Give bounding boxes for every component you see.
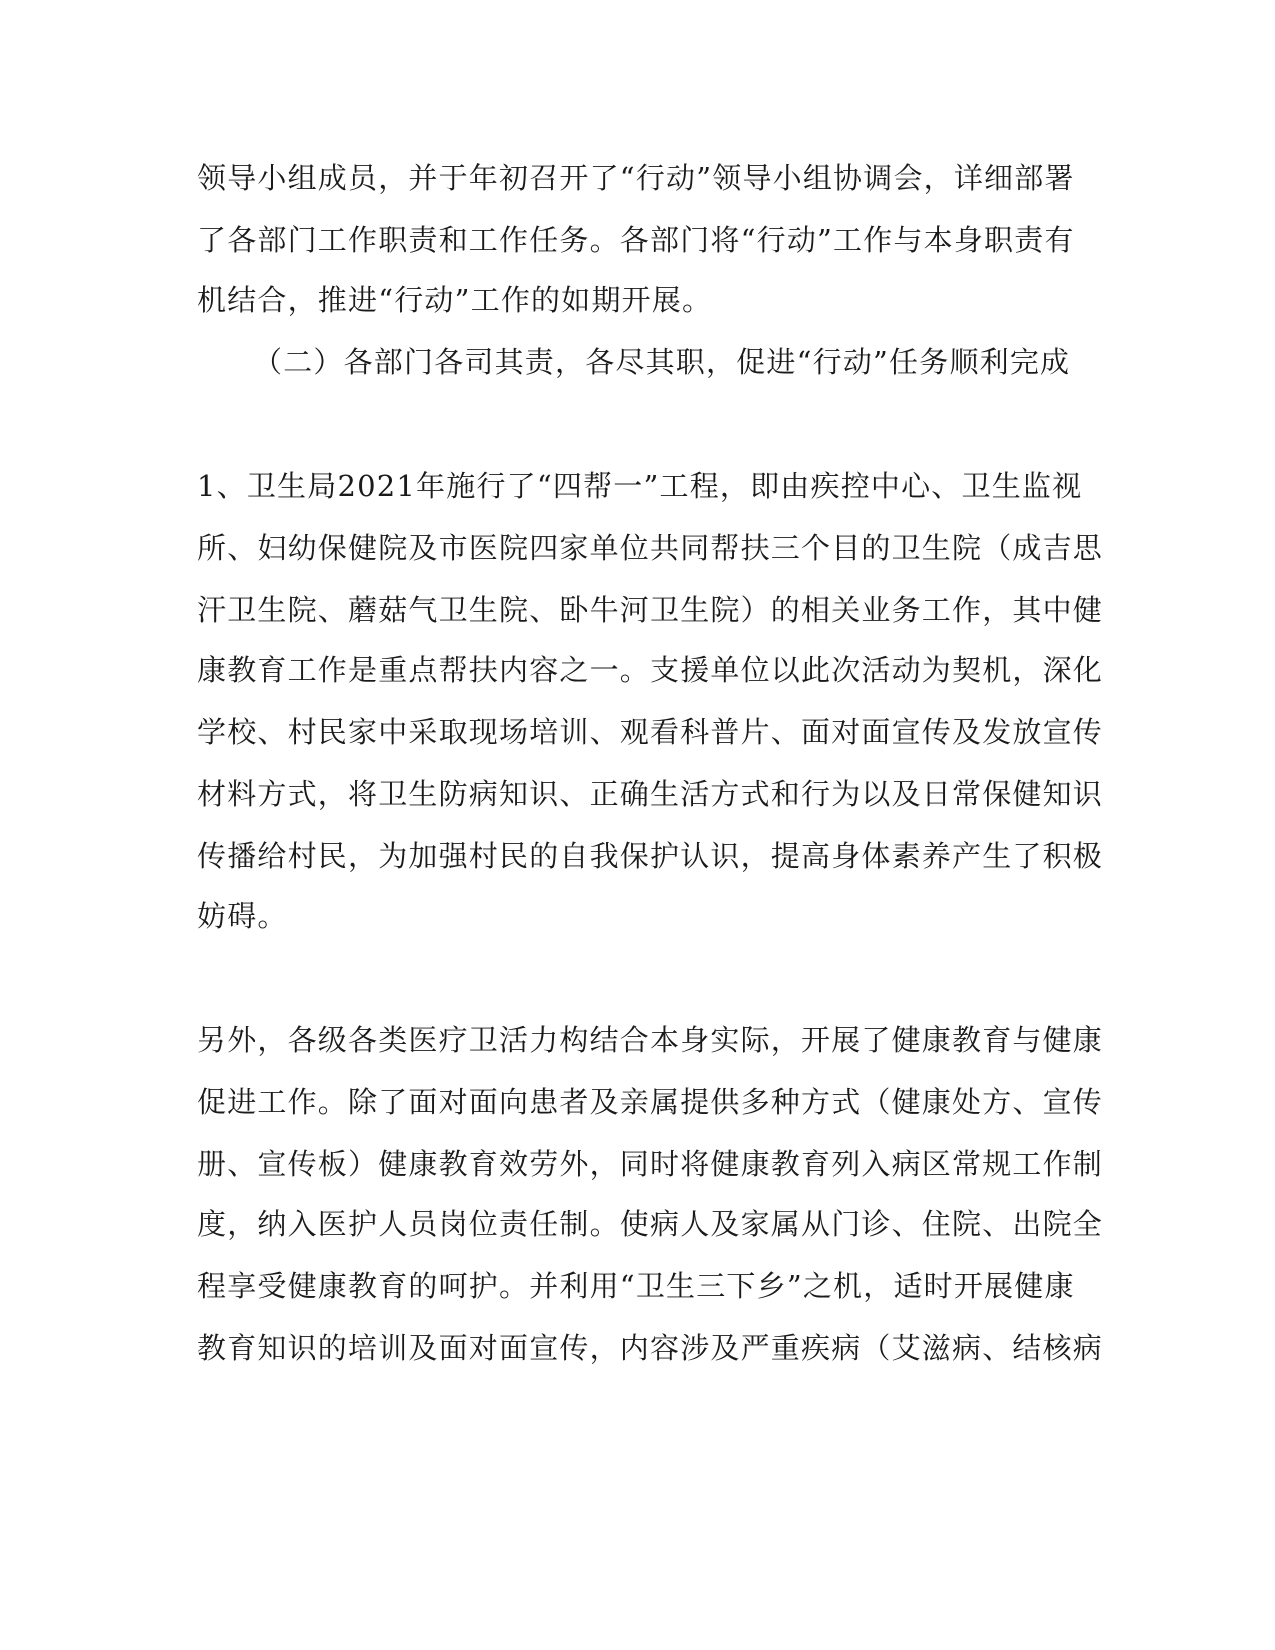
paragraph-3-line-2: 促进工作。除了面对面向患者及亲属提供多种方式（健康处方、宣传 <box>197 1085 1104 1119</box>
section-heading: （二）各部门各司其责，各尽其职，促进“行动”任务顺利完成 <box>253 345 1071 379</box>
paragraph-3-line-6: 教育知识的培训及面对面宣传，内容涉及严重疾病（艾滋病、结核病 <box>197 1331 1104 1365</box>
paragraph-3-line-5: 程享受健康教育的呵护。并利用“卫生三下乡”之机，适时开展健康 <box>197 1269 1075 1303</box>
paragraph-1-line-3: 机结合，推进“行动”工作的如期开展。 <box>197 283 713 317</box>
paragraph-2-line-2: 所、妇幼保健院及市医院四家单位共同帮扶三个目的卫生院（成吉思 <box>197 531 1104 565</box>
paragraph-2-line-1: 1、卫生局2021年施行了“四帮一”工程，即由疾控中心、卫生监视 <box>197 469 1083 503</box>
paragraph-2-line-8: 妨碍。 <box>197 899 288 933</box>
paragraph-3-line-1: 另外，各级各类医疗卫活力构结合本身实际，开展了健康教育与健康 <box>197 1023 1104 1057</box>
paragraph-2-line-6: 材料方式，将卫生防病知识、正确生活方式和行为以及日常保健知识 <box>197 777 1104 811</box>
paragraph-2-line-5: 学校、村民家中采取现场培训、观看科普片、面对面宣传及发放宣传 <box>197 715 1104 749</box>
paragraph-1-line-1: 领导小组成员，并于年初召开了“行动”领导小组协调会，详细部署 <box>197 161 1075 195</box>
paragraph-2-line-4: 康教育工作是重点帮扶内容之一。支援单位以此次活动为契机，深化 <box>197 653 1104 687</box>
paragraph-3-line-3: 册、宣传板）健康教育效劳外，同时将健康教育列入病区常规工作制 <box>197 1147 1104 1181</box>
paragraph-2-line-7: 传播给村民，为加强村民的自我保护认识，提高身体素养产生了积极 <box>197 839 1104 873</box>
paragraph-2-line-3: 汗卫生院、蘑菇气卫生院、卧牛河卫生院）的相关业务工作，其中健 <box>197 593 1104 627</box>
paragraph-1-line-2: 了各部门工作职责和工作任务。各部门将“行动”工作与本身职责有 <box>197 223 1075 257</box>
paragraph-3-line-4: 度，纳入医护人员岗位责任制。使病人及家属从门诊、住院、出院全 <box>197 1207 1104 1241</box>
